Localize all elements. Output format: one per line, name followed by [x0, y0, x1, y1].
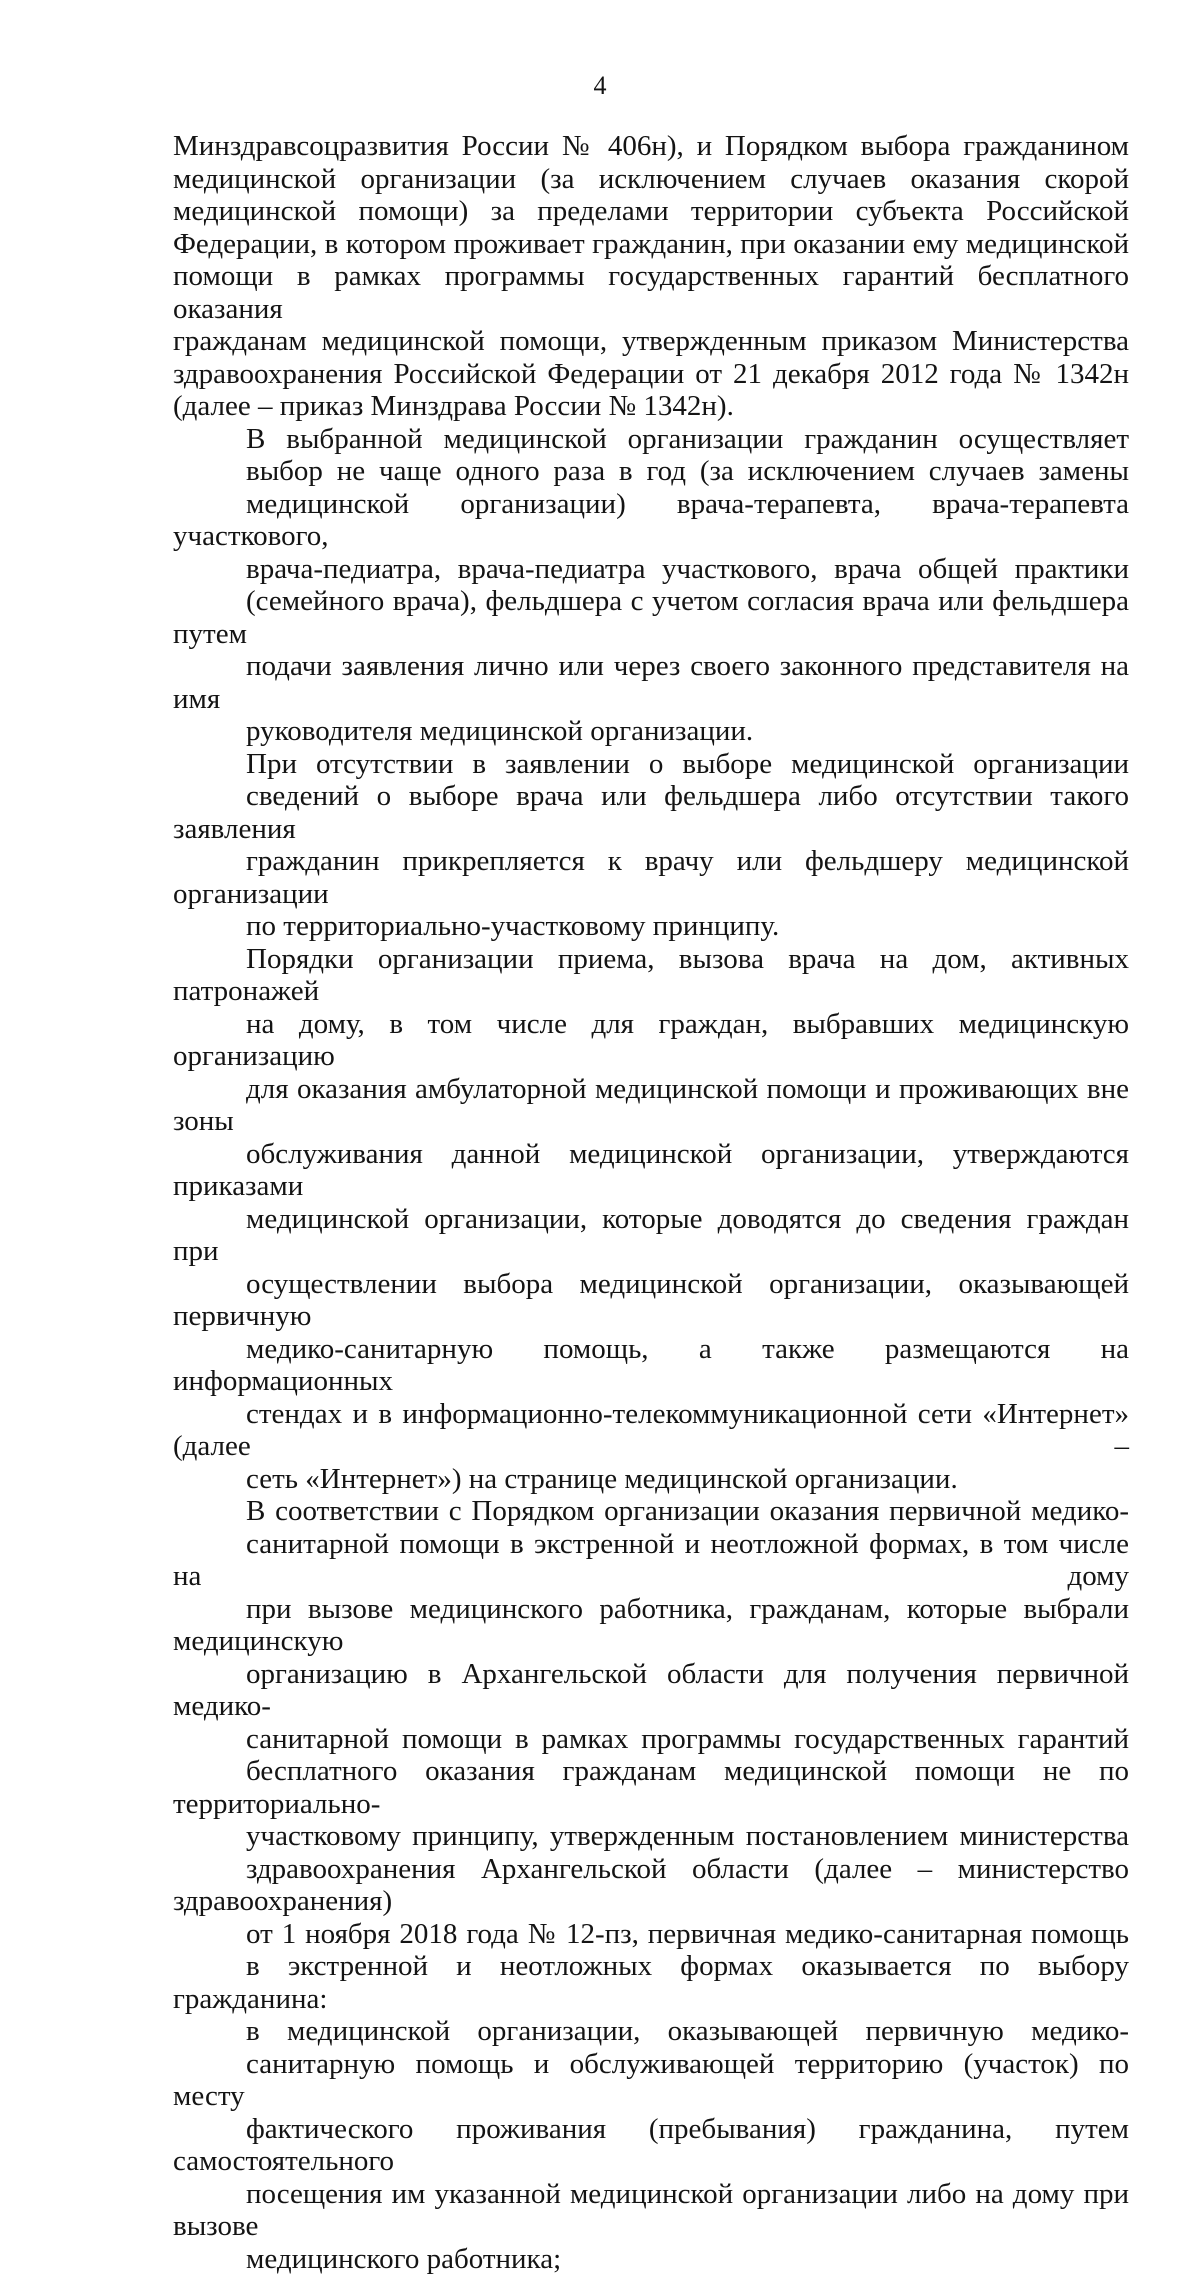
text-line: (семейного врача), фельдшера с учетом согласия врача или фельдшера путем [173, 585, 1129, 650]
text-line: осуществлении выбора медицинской организации, оказывающей первичную [173, 1268, 1129, 1333]
text-line: от 1 ноября 2018 года № 12-пз, первичная медико-санитарная помощь [173, 1918, 1129, 1951]
text-line: медицинской организации, которые доводятся до сведения граждан при [173, 1203, 1129, 1268]
text-line: здравоохранения Российской Федерации от 21 декабря 2012 года № 1342н [173, 358, 1129, 391]
text-line: Порядки организации приема, вызова врача на дом, активных патронажей [173, 943, 1129, 1008]
text-line: помощи в рамках программы государственных гарантий бесплатного оказания [173, 260, 1129, 325]
text-line: медицинской организации (за исключением случаев оказания скорой [173, 163, 1129, 196]
text-line: фактического проживания (пребывания) гражданина, путем самостоятельного [173, 2113, 1129, 2178]
text-line: медицинской организации) врача-терапевта, врача-терапевта участкового, [173, 488, 1129, 553]
text-line: При отсутствии в заявлении о выборе медицинской организации [173, 748, 1129, 781]
text-line: обслуживания данной медицинской организации, утверждаются приказами [173, 1138, 1129, 1203]
text-line: гражданам медицинской помощи, утвержденным приказом Министерства [173, 325, 1129, 358]
text-line: посещения им указанной медицинской организации либо на дому при вызове [173, 2178, 1129, 2243]
paragraph [173, 943, 1129, 1496]
text-line: санитарной помощи в рамках программы государственных гарантий [173, 1723, 1129, 1756]
text-line: подачи заявления лично или через своего законного представителя на имя [173, 650, 1129, 715]
text-line: руководителя медицинской организации. [173, 715, 1129, 748]
text-line: врача-педиатра, врача-педиатра участкового, врача общей практики [173, 553, 1129, 586]
text-line: санитарную помощь и обслуживающей территорию (участок) по месту [173, 2048, 1129, 2113]
text-line: участковому принципу, утвержденным постановлением министерства [173, 1820, 1129, 1853]
paragraph [173, 130, 1129, 423]
text-line: организацию в Архангельской области для получения первичной медико- [173, 1658, 1129, 1723]
text-line: медицинской помощи) за пределами территории субъекта Российской [173, 195, 1129, 228]
paragraph [173, 748, 1129, 943]
text-line: выбор не чаще одного раза в год (за исключением случаев замены [173, 455, 1129, 488]
text-line: Федерации, в котором проживает гражданин, при оказании ему медицинской [173, 228, 1129, 261]
text-line: медико-санитарную помощь, а также размещаются на информационных [173, 1333, 1129, 1398]
document-body [173, 130, 1129, 2275]
text-line: медицинского работника; [173, 2243, 1129, 2275]
text-line: сведений о выборе врача или фельдшера либо отсутствии такого заявления [173, 780, 1129, 845]
text-line: В выбранной медицинской организации гражданин осуществляет [173, 423, 1129, 456]
text-line: здравоохранения Архангельской области (далее – министерство здравоохранения) [173, 1853, 1129, 1918]
text-line: сеть «Интернет») на странице медицинской организации. [173, 1463, 1129, 1496]
text-line: бесплатного оказания гражданам медицинской помощи не по территориально- [173, 1755, 1129, 1820]
text-line: по территориально-участковому принципу. [173, 910, 1129, 943]
text-line: в экстренной и неотложных формах оказывается по выбору гражданина: [173, 1950, 1129, 2015]
text-line: в медицинской организации, оказывающей первичную медико- [173, 2015, 1129, 2048]
text-line: санитарной помощи в экстренной и неотложной формах, в том числе на дому [173, 1528, 1129, 1593]
paragraph [173, 1495, 1129, 2015]
text-line: Минздравсоцразвития России № 406н), и Порядком выбора гражданином [173, 130, 1129, 163]
page-number: 4 [0, 70, 1200, 102]
text-line: стендах и в информационно-телекоммуникационной сети «Интернет» (далее – [173, 1398, 1129, 1463]
text-line: на дому, в том числе для граждан, выбравших медицинскую организацию [173, 1008, 1129, 1073]
text-line: гражданин прикрепляется к врачу или фельдшеру медицинской организации [173, 845, 1129, 910]
text-line: при вызове медицинского работника, гражданам, которые выбрали медицинскую [173, 1593, 1129, 1658]
text-line: для оказания амбулаторной медицинской помощи и проживающих вне зоны [173, 1073, 1129, 1138]
paragraph [173, 2015, 1129, 2275]
paragraph [173, 423, 1129, 748]
text-line: (далее – приказ Минздрава России № 1342н). [173, 390, 1129, 423]
text-line: В соответствии с Порядком организации оказания первичной медико- [173, 1495, 1129, 1528]
